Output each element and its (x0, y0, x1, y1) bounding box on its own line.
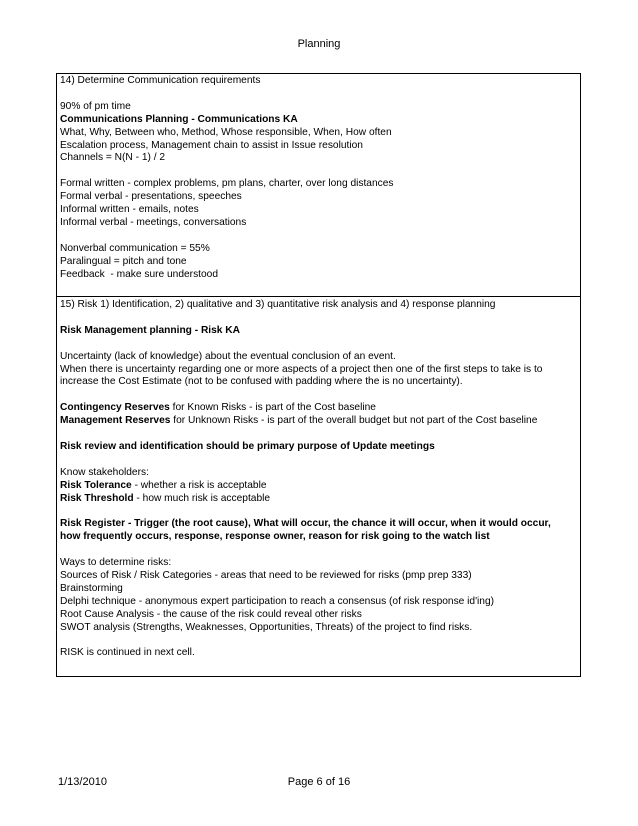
term: Risk Tolerance (60, 479, 132, 491)
text-line: Channels = N(N - 1) / 2 (60, 152, 166, 164)
text-line (60, 415, 577, 428)
definition: for Known Risks - is part of the Cost baseline (169, 402, 376, 414)
text-line: Nonverbal communication = 55% (60, 242, 210, 254)
page-number: Page 6 of 16 (287, 776, 351, 788)
section-heading: Risk Management planning - Risk KA (60, 324, 241, 336)
cell-heading: 14) Determine Communication requirements (60, 75, 261, 86)
text-line (60, 493, 577, 506)
term: Management Reserves (60, 415, 171, 427)
section-heading: Risk review and identification should be primary purpose of Update meetings (60, 440, 435, 452)
text-line: Informal verbal - meetings, conversations (60, 216, 247, 228)
text-line: Escalation process, Management chain to assist in Issue resolution (60, 139, 363, 151)
term: Risk Threshold (60, 492, 134, 504)
text-line: SWOT analysis (Strengths, Weaknesses, Opportunities, Threats) of the project to find risks. (60, 621, 473, 633)
section-heading: Communications Planning - Communications KA (60, 113, 298, 125)
text-line: Formal verbal - presentations, speeches (60, 191, 242, 203)
term: Contingency Reserves (60, 402, 170, 414)
notes-table (56, 73, 581, 677)
text-line (60, 402, 577, 415)
communication-cell (57, 74, 580, 296)
cell-heading: 15) Risk 1) Identification, 2) qualitative and 3) quantitative risk analysis and 4) response planning (60, 299, 496, 310)
text-line: When there is uncertainty regarding one or more aspects of a project then one of the first steps to take is to (60, 363, 543, 375)
definition: for Unknown Risks - is part of the overall budget but not part of the Cost baseline (170, 415, 538, 427)
page-header-title: Planning (297, 38, 341, 50)
text-line: RISK is continued in next cell. (60, 647, 195, 659)
text-line: Formal written - complex problems, pm plans, charter, over long distances (60, 178, 394, 190)
risk-cell (57, 296, 580, 676)
text-line: Informal written - emails, notes (60, 204, 199, 216)
text-line: Feedback - make sure understood (60, 268, 218, 280)
definition: - how much risk is acceptable (133, 492, 271, 504)
text-line: Know stakeholders: (60, 466, 149, 478)
text-line (60, 480, 577, 493)
section-heading: how frequently occurs, response, response owner, reason for risk going to the watch list (60, 531, 490, 543)
definition: - whether a risk is acceptable (131, 479, 267, 491)
text-line: What, Why, Between who, Method, Whose responsible, When, How often (60, 126, 392, 138)
text-line: Sources of Risk / Risk Categories - areas that need to be reviewed for risks (pmp prep 333) (60, 569, 472, 581)
section-heading: Risk Register - Trigger (the root cause), What will occur, the chance it will occur, when it would occur, (60, 518, 551, 530)
text-line: increase the Cost Estimate (not to be confused with padding where the is no uncertainty). (60, 376, 463, 388)
text-line: 90% of pm time (60, 100, 131, 112)
text-line: Paralingual = pitch and tone (60, 255, 187, 267)
text-line: Delphi technique - anonymous expert participation to reach a consensus (of risk response id'ing) (60, 595, 495, 607)
text-line: Root Cause Analysis - the cause of the risk could reveal other risks (60, 608, 362, 620)
footer-date: 1/13/2010 (58, 776, 107, 788)
text-line: Brainstorming (60, 582, 123, 594)
text-line: Uncertainty (lack of knowledge) about the eventual conclusion of an event. (60, 350, 396, 362)
text-line: Ways to determine risks: (60, 557, 172, 569)
